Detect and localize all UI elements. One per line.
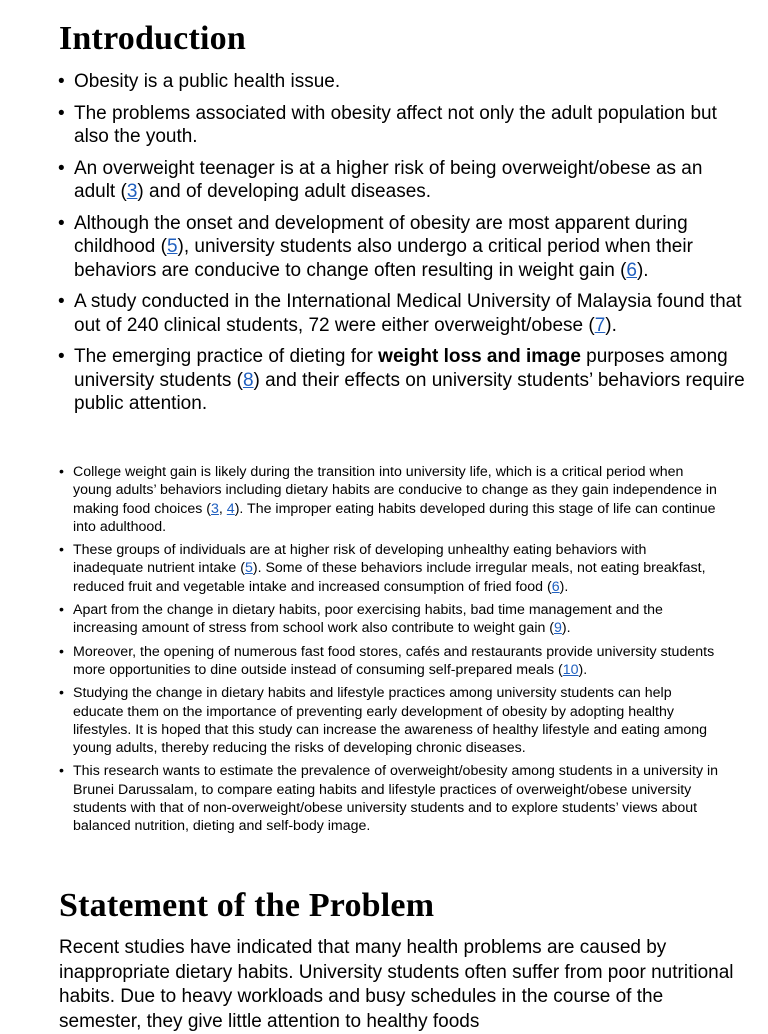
citation-link[interactable]: 7 [594, 314, 606, 336]
bullet-text: ). The improper eating habits developed during this stage of life can continue into adulthood. [73, 500, 716, 535]
citation-link[interactable]: 3 [126, 181, 138, 202]
details-item [59, 541, 719, 596]
emphasis-text: weight loss and image [378, 346, 581, 367]
details-bullet-list [59, 463, 719, 841]
details-item [59, 762, 719, 835]
bullet-icon: • [58, 102, 65, 124]
bullet-icon: • [58, 212, 65, 234]
details-item [59, 643, 719, 680]
bullet-text: purposes among university students ( [74, 346, 728, 391]
problem-paragraph: Recent studies have indicated that many health problems are caused by inappropriate dietary habits. University students often suffer from poor nutritional habits. Due to heavy workloads and busy schedules in the course of the semester, they give little attention to healthy foods [59, 937, 734, 1032]
intro-bullet-list [58, 70, 748, 424]
bullet-icon: • [59, 542, 64, 559]
intro-heading: Introduction [59, 20, 246, 57]
intro-item [58, 345, 748, 416]
bullet-text: ). [605, 314, 617, 336]
bullet-text: College weight gain is likely during the transition into university life, which is a critical period when young adults’ behaviors including dietary habits are conducive to change as they gain independence in making food choices ( [73, 464, 717, 517]
bullet-icon: • [59, 685, 64, 702]
citation-link[interactable]: 6 [551, 578, 560, 595]
bullet-icon: • [58, 71, 65, 92]
citation-link[interactable]: 5 [244, 560, 253, 577]
bullet-text: ). Some of these behaviors include irregular meals, not eating breakfast, reduced fruit and vegetable intake and increased consumption of fried food ( [73, 560, 706, 595]
citation-link[interactable]: 6 [626, 259, 637, 281]
bullet-icon: • [58, 157, 65, 179]
bullet-text: The problems associated with obesity affect not only the adult population but also the youth. [74, 102, 717, 147]
bullet-text: This research wants to estimate the prevalence of overweight/obesity among students in a university in Brunei Darussalam, to compare eating habits and lifestyle practices of overweight/obese university students with that of non-overweight/obese university students and to explore students’ views about balanced nutrition, dieting and self-body image. [73, 763, 719, 835]
bullet-text: ). [561, 620, 571, 637]
bullet-text: ). [559, 578, 569, 595]
bullet-text: Obesity is a public health issue. [74, 71, 341, 92]
details-item [59, 463, 719, 536]
bullet-text: ), university students also undergo a critical period when their behaviors are conducive to change often resulting in weight gain ( [74, 236, 693, 281]
bullet-text: A study conducted in the International Medical University of Malaysia found that out of 240 clinical students, 72 were either overweight/obese ( [74, 291, 742, 336]
bullet-text: Moreover, the opening of numerous fast food stores, cafés and restaurants provide university students more opportunities to dine outside instead of consuming self-prepared meals ( [73, 643, 715, 678]
citation-link[interactable]: 10 [562, 661, 579, 678]
bullet-icon: • [58, 346, 65, 367]
intro-clip [0, 70, 768, 433]
citation-link[interactable]: 3 [211, 500, 219, 517]
bullet-text: ) and of developing adult diseases. [137, 181, 432, 202]
details-item [59, 601, 719, 638]
citation-link[interactable]: 5 [166, 236, 178, 257]
citation-link[interactable]: 9 [554, 620, 562, 637]
bullet-text: Although the onset and development of obesity are most apparent during childhood ( [74, 212, 688, 257]
bullet-text: ). [578, 661, 588, 678]
citation-link[interactable]: 8 [242, 369, 254, 391]
bullet-text: ) and their effects on university students’ behaviors require public attention. [74, 369, 745, 414]
bullet-text: An overweight teenager is at a higher risk of being overweight/obese as an adult ( [74, 157, 703, 202]
intro-item [58, 157, 748, 204]
problem-heading: Statement of the Problem [59, 887, 435, 924]
bullet-icon: • [58, 291, 65, 312]
bullet-icon: • [59, 464, 64, 480]
bullet-text: Studying the change in dietary habits and lifestyle practices among university students can help educate them on the importance of preventing early development of obesity by adopting healthy lifestyles. It is hoped that this study can increase the awareness of healthy lifestyle and eating among young adults, thereby reducing the risks of developing chronic diseases. [73, 685, 708, 757]
bullet-text: ). [636, 259, 649, 281]
intro-item [58, 70, 748, 94]
intro-item [58, 102, 748, 149]
bullet-text: The emerging practice of dieting for [74, 346, 379, 367]
bullet-icon: • [59, 763, 64, 780]
bullet-text: These groups of individuals are at higher risk of developing unhealthy eating behaviors with inadequate nutrient intake ( [73, 542, 647, 577]
bullet-icon: • [59, 602, 64, 619]
intro-item [58, 290, 748, 337]
intro-item [58, 212, 748, 283]
bullet-text: Apart from the change in dietary habits, poor exercising habits, bad time management and the increasing amount of stress from school work also contribute to weight gain ( [73, 602, 663, 637]
bullet-icon: • [59, 643, 64, 660]
details-item [59, 684, 719, 757]
citation-link[interactable]: 4 [226, 500, 235, 517]
bullet-text: , [218, 500, 227, 517]
